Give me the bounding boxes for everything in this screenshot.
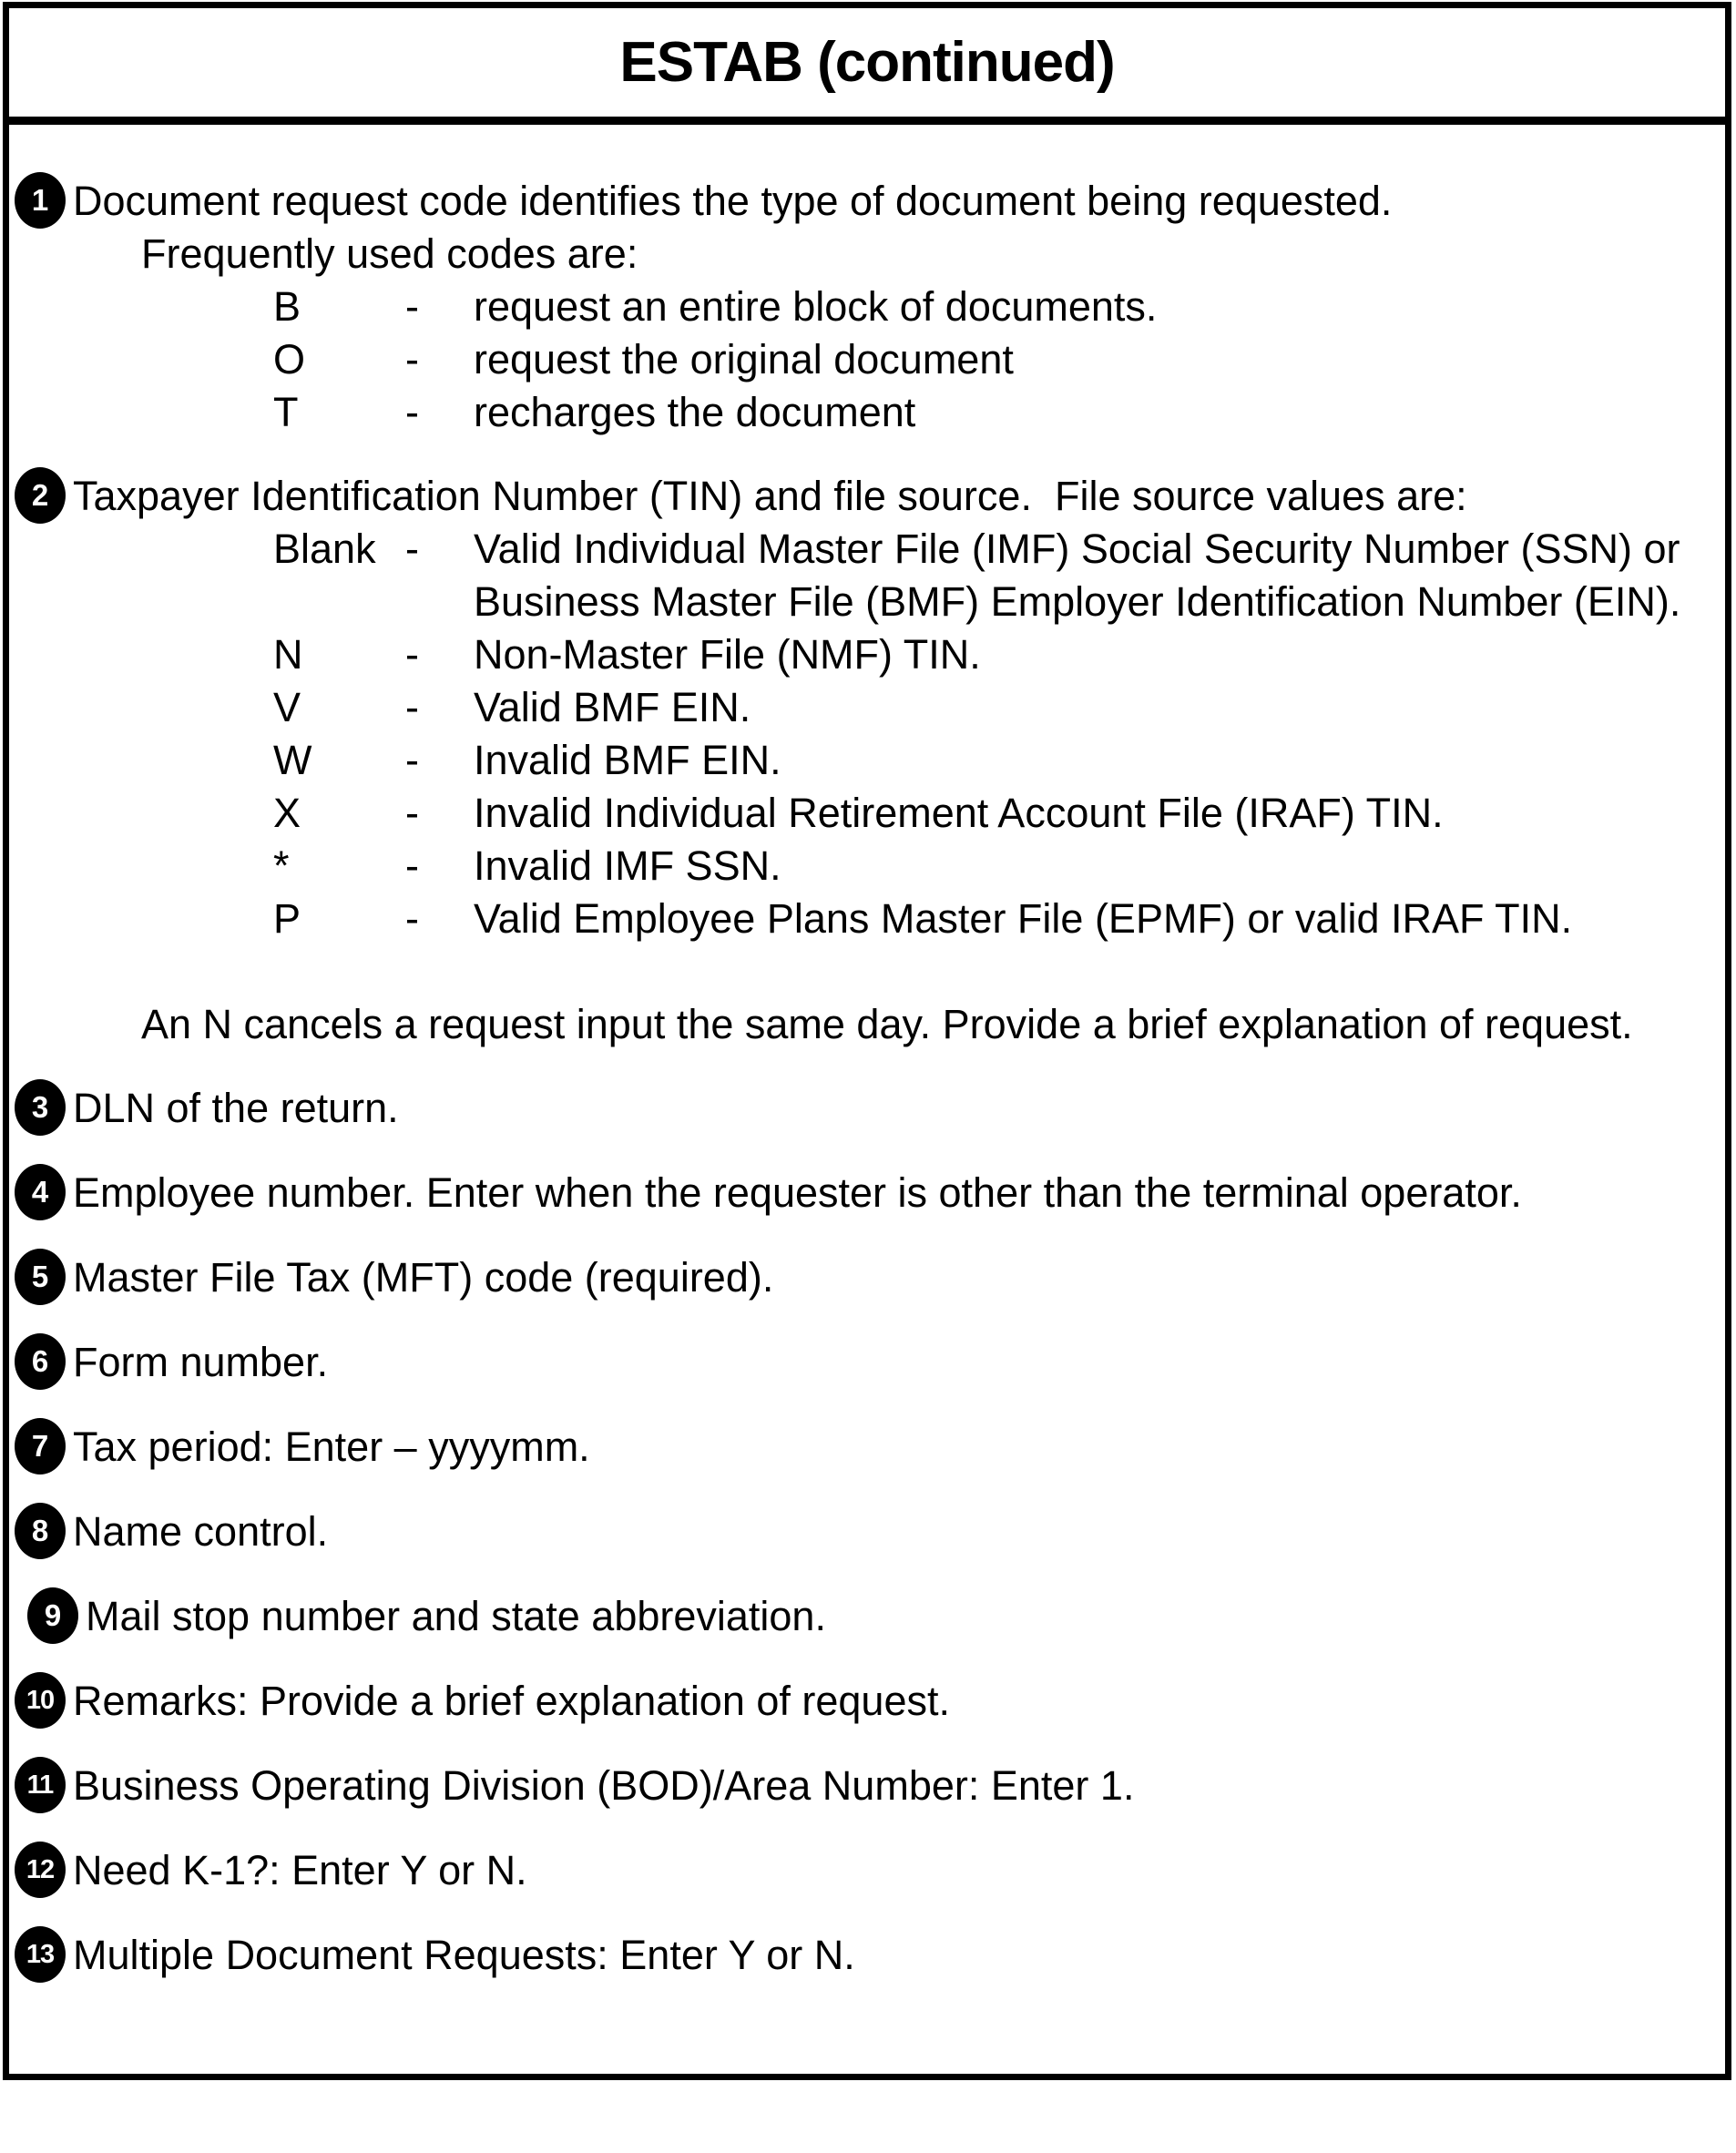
item-number-badge: 10	[15, 1672, 66, 1729]
code-dash: -	[405, 631, 419, 678]
code-dash: -	[405, 283, 419, 330]
code-desc: Valid BMF EIN.	[474, 684, 751, 730]
items-list	[9, 125, 1725, 1983]
item-body	[73, 1760, 1712, 1812]
code-row	[273, 681, 1712, 734]
code-row	[273, 734, 1712, 787]
code-desc: recharges the document	[474, 389, 916, 435]
list-item-7	[15, 1421, 1712, 1474]
code-row	[273, 333, 1712, 386]
item-subheading: Frequently used codes are:	[141, 230, 638, 277]
item-number-badge: 1	[15, 172, 66, 229]
list-item-4	[15, 1167, 1712, 1220]
code-row	[273, 893, 1712, 945]
code-key: W	[273, 737, 312, 783]
code-key: V	[273, 684, 301, 730]
code-key: T	[273, 389, 299, 435]
list-item-10	[15, 1675, 1712, 1729]
code-dash: -	[405, 336, 419, 383]
item-body	[73, 470, 1712, 1051]
code-key: P	[273, 895, 301, 942]
code-row	[273, 787, 1712, 840]
list-item-9	[27, 1590, 1712, 1644]
code-dash: -	[405, 389, 419, 435]
list-item-3	[15, 1082, 1712, 1136]
item-text: Name control.	[73, 1508, 329, 1555]
item-number-badge: 12	[15, 1842, 66, 1898]
item-body	[73, 1336, 1712, 1389]
item-number-badge: 6	[15, 1333, 66, 1390]
item-number-badge: 11	[15, 1757, 66, 1813]
item-body	[73, 1167, 1712, 1219]
item-text: Multiple Document Requests: Enter Y or N.	[73, 1932, 855, 1978]
page-title: ESTAB (continued)	[619, 31, 1115, 94]
code-dash: -	[405, 895, 419, 942]
code-desc: request an entire block of documents.	[474, 283, 1158, 330]
item-body	[73, 1082, 1712, 1135]
code-dash: -	[405, 684, 419, 730]
code-key: B	[273, 283, 301, 330]
code-desc: Non-Master File (NMF) TIN.	[474, 631, 981, 678]
item-body	[73, 1505, 1712, 1558]
item-text: Mail stop number and state abbreviation.	[86, 1593, 826, 1639]
item-body	[73, 1675, 1712, 1728]
code-row	[273, 628, 1712, 681]
code-desc: Valid Individual Master File (IMF) Social Security Number (SSN) or Business Master File (BMF) Employer Identification Number (EIN).	[474, 525, 1681, 625]
item-number-badge: 9	[27, 1587, 78, 1644]
item-text: Need K-1?: Enter Y or N.	[73, 1847, 527, 1893]
item-text: Form number.	[73, 1339, 329, 1385]
item-note: An N cancels a request input the same day. Provide a brief explanation of request.	[141, 1001, 1633, 1047]
item-number-badge: 13	[15, 1926, 66, 1983]
item-body	[73, 1421, 1712, 1474]
code-desc: request the original document	[474, 336, 1014, 383]
list-item-8	[15, 1505, 1712, 1559]
list-item-13	[15, 1929, 1712, 1983]
item-text: Business Operating Division (BOD)/Area Number: Enter 1.	[73, 1762, 1135, 1809]
item-text: Employee number. Enter when the requester is other than the terminal operator.	[73, 1169, 1522, 1216]
code-dash: -	[405, 790, 419, 836]
item-body	[73, 1844, 1712, 1897]
code-row	[273, 523, 1712, 628]
code-key: Blank	[273, 525, 376, 572]
item-body	[73, 1929, 1712, 1982]
list-item-5	[15, 1251, 1712, 1305]
item-text: Tax period: Enter – yyyymm.	[73, 1423, 590, 1470]
item-body	[86, 1590, 1712, 1643]
code-key: X	[273, 790, 301, 836]
item-body	[73, 1251, 1712, 1304]
item-number-badge: 3	[15, 1079, 66, 1136]
code-desc: Invalid BMF EIN.	[474, 737, 781, 783]
page-frame	[3, 2, 1731, 2080]
item-number-badge: 4	[15, 1164, 66, 1220]
code-key: N	[273, 631, 303, 678]
code-row	[273, 281, 1712, 333]
item-text: Taxpayer Identification Number (TIN) and file source. File source values are:	[73, 473, 1467, 519]
item-number-badge: 2	[15, 467, 66, 524]
item-text: Master File Tax (MFT) code (required).	[73, 1254, 774, 1301]
list-item-1	[15, 175, 1712, 439]
code-row	[273, 840, 1712, 893]
item-number-badge: 5	[15, 1249, 66, 1305]
list-item-11	[15, 1760, 1712, 1813]
item-body	[73, 175, 1712, 439]
code-key: O	[273, 336, 306, 383]
item-text: Remarks: Provide a brief explanation of request.	[73, 1678, 950, 1724]
item-text: DLN of the return.	[73, 1085, 399, 1131]
code-desc: Invalid IMF SSN.	[474, 842, 781, 889]
item-number-badge: 7	[15, 1418, 66, 1474]
item-text: Document request code identifies the type of document being requested.	[73, 178, 1393, 224]
code-dash: -	[405, 525, 419, 572]
list-item-12	[15, 1844, 1712, 1898]
code-desc: Valid Employee Plans Master File (EPMF) or valid IRAF TIN.	[474, 895, 1573, 942]
code-dash: -	[405, 842, 419, 889]
code-desc: Invalid Individual Retirement Account File (IRAF) TIN.	[474, 790, 1444, 836]
list-item-2	[15, 470, 1712, 1051]
code-key: *	[273, 842, 290, 889]
list-item-6	[15, 1336, 1712, 1390]
code-dash: -	[405, 737, 419, 783]
item-number-badge: 8	[15, 1503, 66, 1559]
page-header	[9, 8, 1725, 125]
code-row	[273, 386, 1712, 439]
